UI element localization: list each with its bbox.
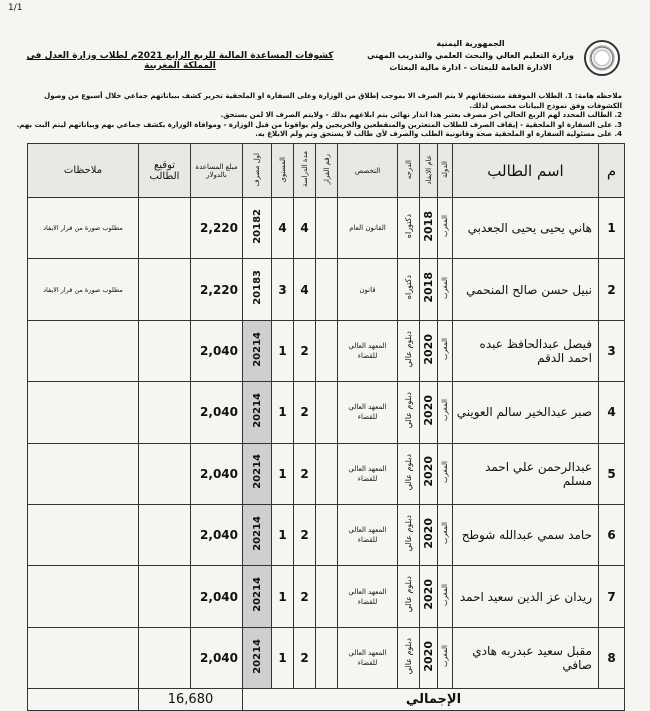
cell-name: نبيل حسن صالح المنحمي (453, 259, 599, 320)
cell-year: 2018 (420, 259, 438, 320)
cell-signature (139, 382, 191, 443)
cell-name: هاني يحيى يحيى الجعدبي (453, 198, 599, 259)
col-duration: مدة الدراسة (294, 144, 316, 198)
note-3: 3. على السفارة او الملحقية - إيقاف الصرف للطلاب المتعثرين والمنقطعين والخريجين ولم يوافونا من قبل الوزارة - وموافاة الوزارة بكشف جماعي بهم وبياناتهم ليتم البت بهم. (16, 120, 622, 129)
cell-notes: مطلوب صورة من قرار الايفاد (28, 259, 139, 320)
cell-degree: دكتوراه (398, 259, 420, 320)
cell-decision (316, 627, 338, 688)
students-table (27, 143, 625, 711)
cell-year: 2020 (420, 504, 438, 565)
cell-amount: 2,040 (191, 382, 243, 443)
cell-amount: 2,220 (191, 259, 243, 320)
total-empty-cell (28, 689, 139, 711)
cell-level: 1 (272, 504, 294, 565)
cell-index: 1 (599, 198, 625, 259)
cell-duration: 2 (294, 627, 316, 688)
cell-last-payment: 20214 (243, 443, 272, 504)
cell-index: 3 (599, 320, 625, 381)
table-row (28, 382, 625, 443)
emblem-logo (584, 40, 620, 76)
ministry-name: وزارة التعليم العالي والبحث العلمي والتدريب المهني (367, 51, 574, 60)
cell-notes (28, 382, 139, 443)
cell-year: 2020 (420, 627, 438, 688)
document-title: كشوفات المساعدة المالية للربع الرابع 2021م لطلاب وزارة العدل في المملكة المغربية (26, 51, 334, 71)
cell-duration: 4 (294, 198, 316, 259)
cell-decision (316, 504, 338, 565)
col-amount: مبلغ المساعدة بالدولار (191, 144, 243, 198)
cell-country: المغرب (438, 443, 453, 504)
cell-major: قانون (338, 259, 398, 320)
cell-level: 1 (272, 566, 294, 627)
document-header (15, 38, 622, 90)
col-index: م (599, 144, 625, 198)
cell-degree: دبلوم عالي (398, 627, 420, 688)
cell-amount: 2,040 (191, 504, 243, 565)
cell-degree: دبلوم عالي (398, 504, 420, 565)
cell-country: المغرب (438, 382, 453, 443)
cell-amount: 2,040 (191, 627, 243, 688)
cell-decision (316, 259, 338, 320)
cell-signature (139, 259, 191, 320)
cell-major: المعهد العالي للقضاء (338, 320, 398, 381)
cell-country: المغرب (438, 566, 453, 627)
department-name: الادارة العامة للبعثات - ادارة مالية البعثات (389, 63, 552, 72)
cell-year: 2020 (420, 320, 438, 381)
cell-name: صبر عبدالخير سالم العويني (453, 382, 599, 443)
col-level: المستوى (272, 144, 294, 198)
table-row (28, 259, 625, 320)
cell-year: 2020 (420, 443, 438, 504)
cell-major: المعهد العالي للقضاء (338, 566, 398, 627)
cell-year: 2018 (420, 198, 438, 259)
cell-last-payment: 20214 (243, 320, 272, 381)
cell-major: المعهد العالي للقضاء (338, 382, 398, 443)
cell-decision (316, 382, 338, 443)
col-notes: ملاحظات (28, 144, 139, 198)
col-name: اسم الطالب (453, 144, 599, 198)
cell-country: المغرب (438, 504, 453, 565)
cell-name: مقبل سعيد عبدربه هادي صافي (453, 627, 599, 688)
table-row (28, 627, 625, 688)
cell-signature (139, 627, 191, 688)
note-4: 4. على مسئولية السفارة او الملحقية صحة وقانونية الطلب والصرف لأي طالب لا يستحق وتم ولم الابلاغ به. (255, 130, 622, 139)
cell-signature (139, 566, 191, 627)
cell-level: 3 (272, 259, 294, 320)
cell-notes (28, 443, 139, 504)
total-label: الإجمالي (243, 689, 625, 711)
cell-country: المغرب (438, 627, 453, 688)
col-major: التخصص (338, 144, 398, 198)
cell-amount: 2,040 (191, 566, 243, 627)
table-row (28, 198, 625, 259)
cell-index: 6 (599, 504, 625, 565)
col-last-payment: اول مصرف (243, 144, 272, 198)
note-2: 2. الطالب المحدد لهم الربع الحالي اخر مصرف يعتبر هذا انذار نهائي يتم ابلاغهم بذلك - ولايتم الصرف الا لمن يستحق. (220, 111, 622, 120)
cell-notes (28, 627, 139, 688)
table-row (28, 566, 625, 627)
cell-duration: 2 (294, 504, 316, 565)
table-row (28, 443, 625, 504)
cell-level: 1 (272, 320, 294, 381)
cell-duration: 2 (294, 382, 316, 443)
col-country: الدولة (438, 144, 453, 198)
cell-amount: 2,220 (191, 198, 243, 259)
cell-index: 4 (599, 382, 625, 443)
cell-decision (316, 443, 338, 504)
cell-level: 4 (272, 198, 294, 259)
notes-block (15, 92, 622, 140)
col-decision: رقم القرار (316, 144, 338, 198)
cell-decision (316, 198, 338, 259)
cell-degree: دبلوم عالي (398, 320, 420, 381)
cell-notes (28, 504, 139, 565)
cell-duration: 4 (294, 259, 316, 320)
cell-signature (139, 198, 191, 259)
cell-level: 1 (272, 382, 294, 443)
cell-duration: 2 (294, 443, 316, 504)
cell-country: المغرب (438, 198, 453, 259)
cell-country: المغرب (438, 259, 453, 320)
ministry-block (363, 38, 578, 74)
cell-level: 1 (272, 627, 294, 688)
cell-year: 2020 (420, 382, 438, 443)
cell-degree: دكتوراه (398, 198, 420, 259)
cell-amount: 2,040 (191, 443, 243, 504)
cell-major: المعهد العالي للقضاء (338, 504, 398, 565)
col-year: عام الايفاد (420, 144, 438, 198)
table-body (28, 198, 625, 689)
col-degree: الدرجه (398, 144, 420, 198)
cell-index: 5 (599, 443, 625, 504)
cell-index: 7 (599, 566, 625, 627)
cell-name: عبدالرحمن علي احمد مسلم (453, 443, 599, 504)
cell-index: 2 (599, 259, 625, 320)
cell-major: القانون العام (338, 198, 398, 259)
cell-last-payment: 20183 (243, 259, 272, 320)
cell-amount: 2,040 (191, 320, 243, 381)
page-number: 1/1 (8, 3, 23, 13)
cell-major: المعهد العالي للقضاء (338, 443, 398, 504)
cell-index: 8 (599, 627, 625, 688)
cell-name: حامد سمي عبدالله شوطح (453, 504, 599, 565)
cell-last-payment: 20214 (243, 627, 272, 688)
cell-duration: 2 (294, 566, 316, 627)
cell-name: ريدان عز الدين سعيد احمد (453, 566, 599, 627)
cell-signature (139, 320, 191, 381)
cell-last-payment: 20214 (243, 566, 272, 627)
cell-degree: دبلوم عالي (398, 382, 420, 443)
total-value: 16,680 (139, 689, 243, 711)
cell-last-payment: 20214 (243, 382, 272, 443)
cell-last-payment: 20182 (243, 198, 272, 259)
note-1: ملاحظه هامة: 1. الطلاب الموقفة مستحقاتهم لا يتم الصرف الا بموجب إطلاق من الوزارة وعلى السفارة او الملحقية تحرير كشف ببياناتهم جماعي خلال أسبوع من وصول الكشوفات وفق نموذج البيانات مخصص لذلك. (44, 92, 622, 110)
cell-signature (139, 504, 191, 565)
cell-signature (139, 443, 191, 504)
table-row (28, 504, 625, 565)
cell-notes (28, 320, 139, 381)
table-row (28, 320, 625, 381)
col-signature: توقيع الطالب (139, 144, 191, 198)
cell-name: فيصل عبدالحافظ عبده احمد الدقم (453, 320, 599, 381)
cell-degree: دبلوم عالي (398, 443, 420, 504)
cell-major: المعهد العالي للقضاء (338, 627, 398, 688)
cell-decision (316, 566, 338, 627)
cell-notes: مطلوب صورة من قرار الايفاد (28, 198, 139, 259)
cell-last-payment: 20214 (243, 504, 272, 565)
cell-decision (316, 320, 338, 381)
table-header-row (28, 144, 625, 198)
cell-country: المغرب (438, 320, 453, 381)
cell-duration: 2 (294, 320, 316, 381)
country-name: الجمهورية اليمنية (436, 39, 505, 48)
cell-year: 2020 (420, 566, 438, 627)
cell-degree: دبلوم عالي (398, 566, 420, 627)
cell-notes (28, 566, 139, 627)
cell-level: 1 (272, 443, 294, 504)
total-row (28, 689, 625, 711)
